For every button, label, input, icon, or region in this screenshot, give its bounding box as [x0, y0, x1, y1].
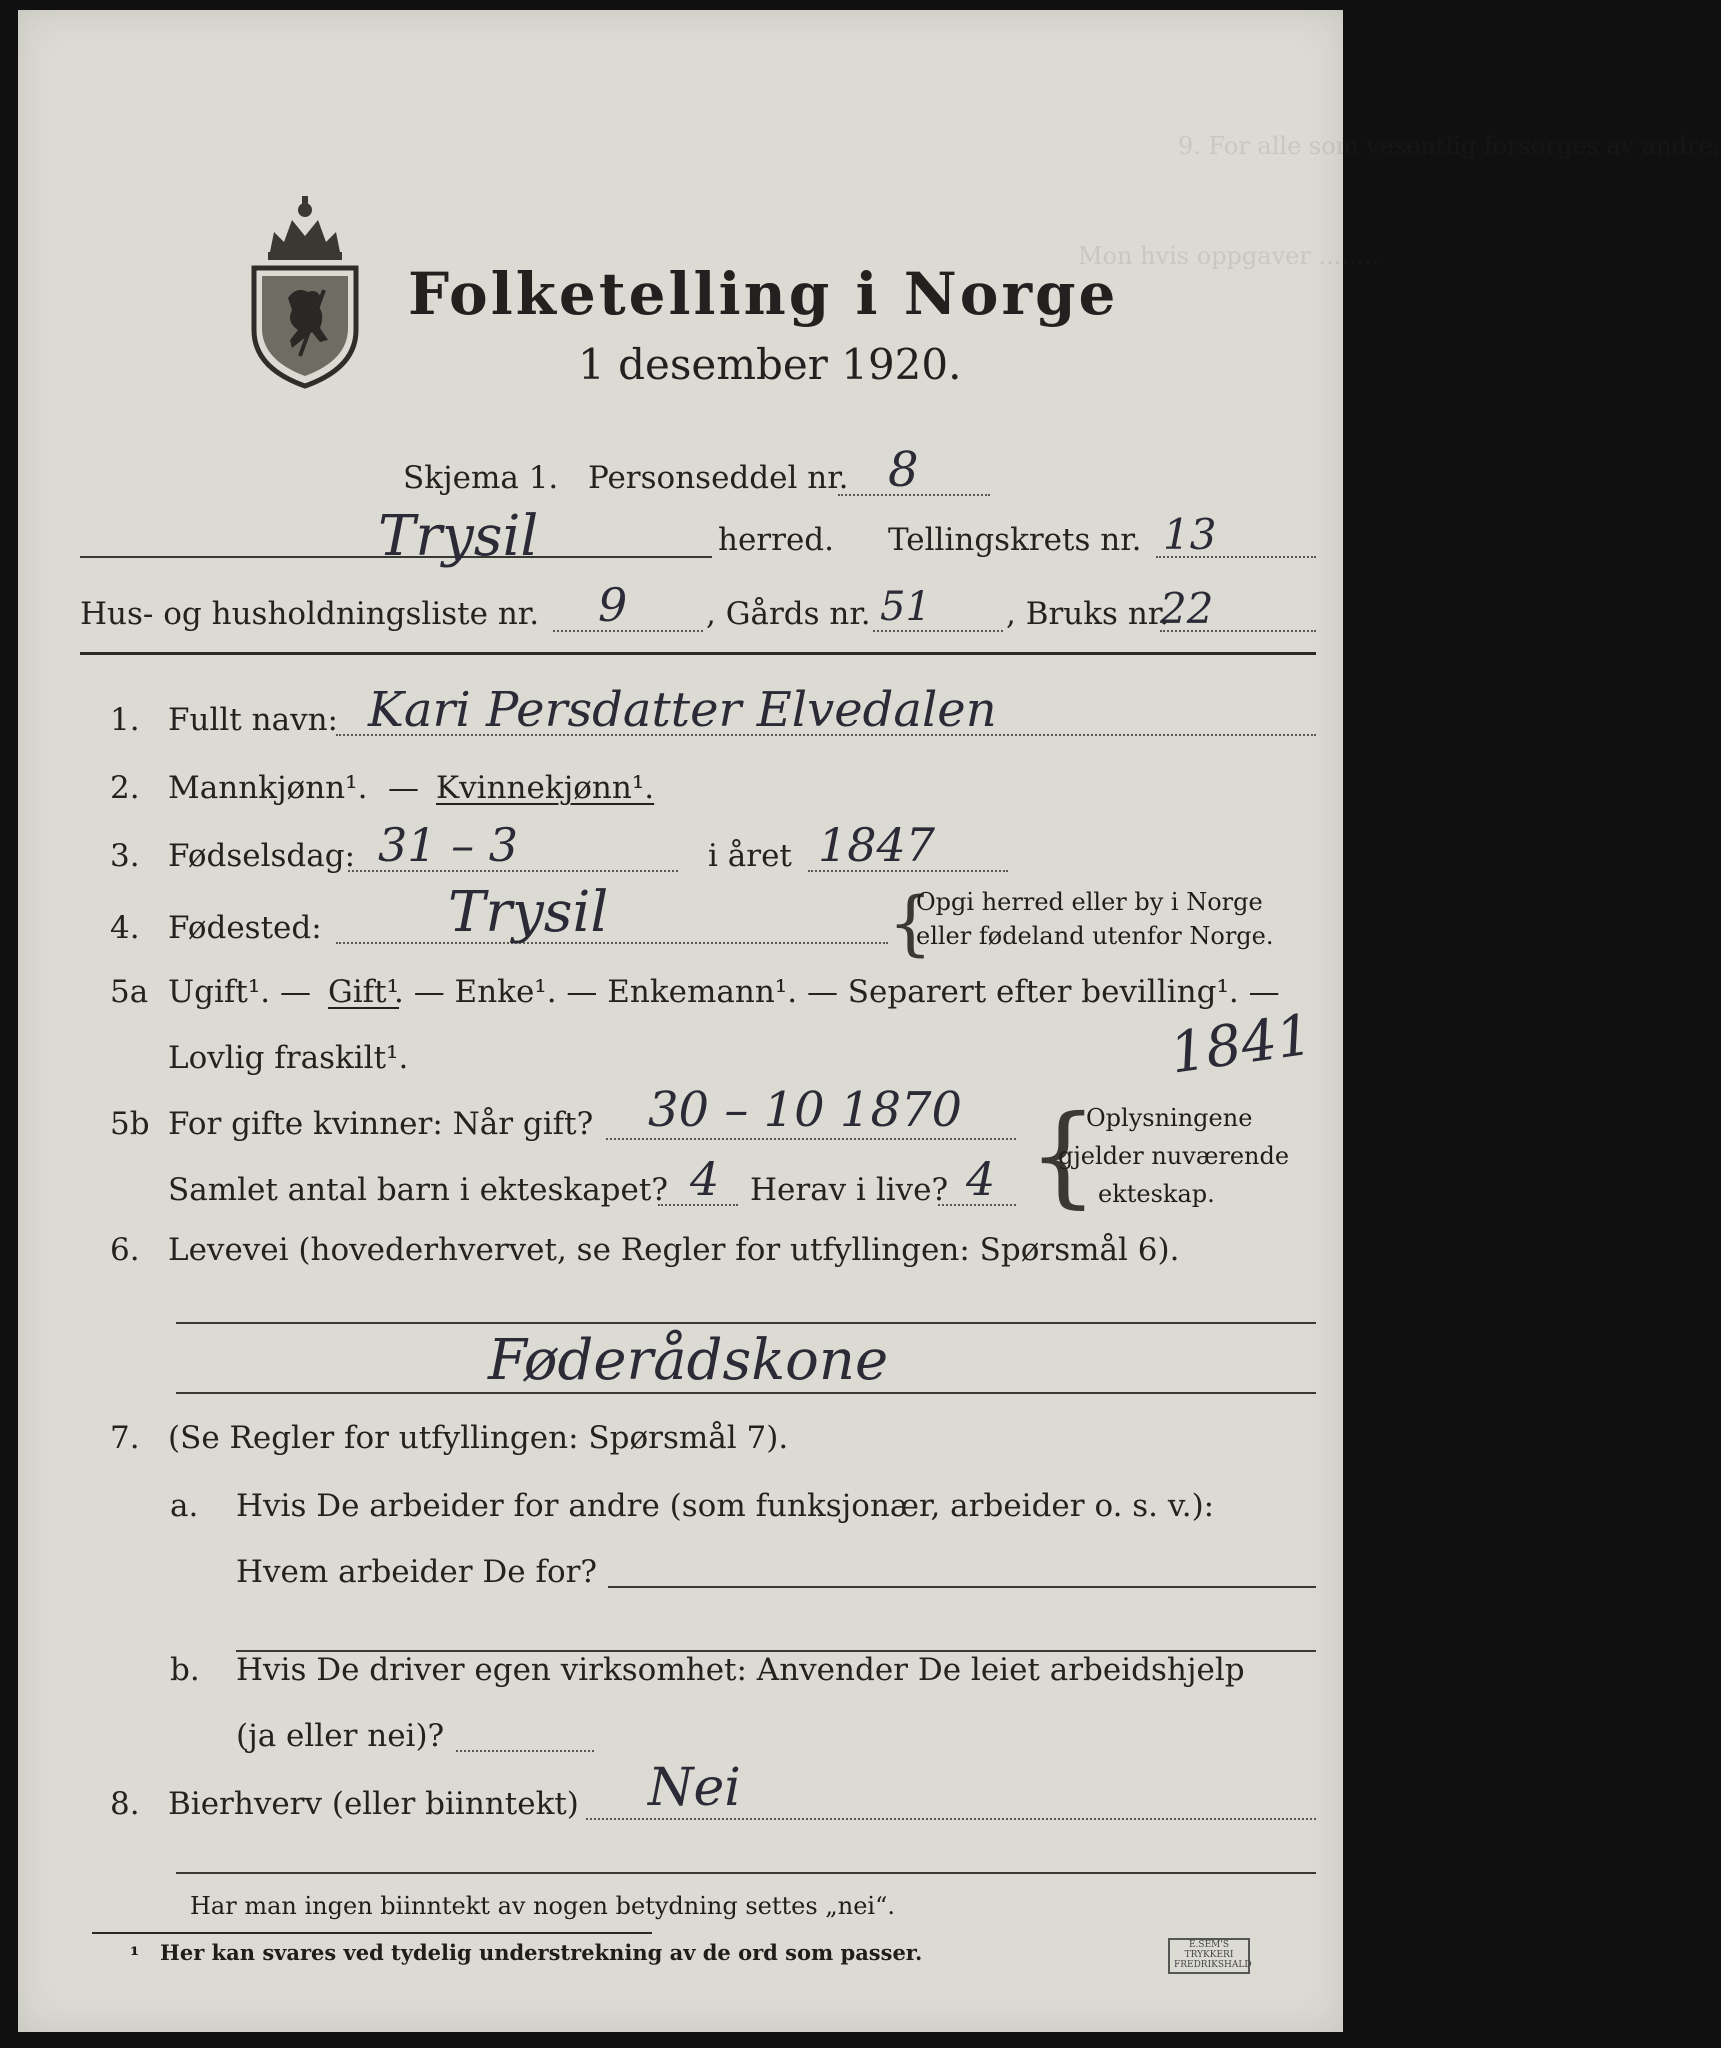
q7a-label: Hvis De arbeider for andre (som funksjonær, arbeider o. s. v.):: [236, 1488, 1215, 1524]
q4-note-2: eller fødeland utenfor Norge.: [916, 922, 1274, 950]
occupation-label: Levevei (hovederhvervet, se Regler for utfyllingen: Spørsmål 6).: [168, 1232, 1180, 1268]
q4-number: 4.: [110, 910, 140, 946]
q2-separator: —: [388, 770, 419, 806]
q6-number: 6.: [110, 1232, 140, 1268]
q8-number: 8.: [110, 1786, 140, 1822]
married-option-underlined[interactable]: [328, 974, 399, 1010]
q1-number: 1.: [110, 702, 140, 738]
gards-label: , Gårds nr.: [706, 596, 871, 632]
married-option-label: Gift¹: [328, 974, 400, 1010]
hired-help-label: (ja eller nei)?: [236, 1718, 445, 1754]
q7b-label: Hvis De driver egen virksomhet: Anvender De leiet arbeidshjelp: [236, 1652, 1245, 1688]
q4-note-1: Opgi herred eller by i Norge: [916, 888, 1263, 916]
side-income-line: [586, 1818, 1316, 1820]
q3-number: 3.: [110, 838, 140, 874]
q5b-number: 5b: [110, 1106, 150, 1142]
herred-label: herred.: [718, 522, 834, 558]
q2-number: 2.: [110, 770, 140, 806]
q7b-letter: b.: [170, 1652, 200, 1688]
header-divider: [80, 652, 1316, 655]
unmarried-option[interactable]: Ugift¹. —: [168, 974, 311, 1010]
q4-brace: {: [888, 882, 933, 964]
side-income-value[interactable]: Nei: [648, 1758, 741, 1818]
census-form-page: [18, 10, 1721, 2032]
footnote-text: Her kan svares ved tydelig understrekning av de ord som passer.: [160, 1940, 923, 1965]
side-income-note: Har man ingen biinntekt av nogen betydning settes „nei“.: [190, 1892, 895, 1920]
q1-label: Fullt navn:: [168, 702, 338, 738]
side-income-label: Bierhverv (eller biinntekt): [168, 1786, 579, 1822]
gards-value[interactable]: 51: [880, 584, 931, 630]
occupation-line-1: [176, 1322, 1316, 1324]
marriage-date-line: [606, 1138, 1016, 1140]
employer-line[interactable]: [608, 1586, 1316, 1588]
birth-year-value[interactable]: 1847: [818, 818, 936, 872]
q5b-note-3: ekteskap.: [1098, 1180, 1215, 1208]
marriage-date-label: For gifte kvinner: Når gift?: [168, 1106, 594, 1142]
birthplace-value[interactable]: Trysil: [448, 880, 609, 945]
q7a-letter: a.: [170, 1488, 199, 1524]
norway-coat-of-arms-icon: [240, 190, 370, 390]
q7-label: (Se Regler for utfyllingen: Spørsmål 7).: [168, 1420, 789, 1456]
occupation-value[interactable]: Føderådskone: [488, 1328, 889, 1393]
female-option-underlined[interactable]: [436, 770, 654, 806]
footnote-divider: [92, 1932, 652, 1934]
gards-line: [873, 630, 1003, 632]
herred-value[interactable]: Trysil: [378, 504, 539, 569]
bruks-label: , Bruks nr.: [1006, 596, 1170, 632]
footnote-mark: ¹: [130, 1942, 140, 1967]
printer-stamp: E.SEM'S TRYKKERI FREDRIKSHALD: [1168, 1938, 1250, 1974]
male-option[interactable]: Mannkjønn¹.: [168, 770, 368, 806]
divorced-option[interactable]: Lovlig fraskilt¹.: [168, 1040, 409, 1076]
form-title: Folketelling i Norge: [408, 260, 1119, 328]
personseddel-label: Personseddel nr.: [588, 460, 849, 496]
personseddel-value[interactable]: 8: [888, 442, 919, 498]
bleed-through-text: 9. For alle som vesentlig forsørges av andre:: [1178, 132, 1721, 160]
birth-year-label: i året: [708, 838, 792, 874]
q5b-note-2: gjelder nuværende: [1058, 1142, 1290, 1170]
census-date: 1 desember 1920.: [578, 340, 962, 389]
birthdate-value[interactable]: 31 – 3: [378, 818, 519, 872]
children-alive-value[interactable]: 4: [966, 1152, 996, 1206]
q7-number: 7.: [110, 1420, 140, 1456]
hus-line: [553, 630, 703, 632]
marital-other-options[interactable]: . — Enke¹. — Enkemann¹. — Separert efter bevilling¹. —: [394, 974, 1280, 1010]
full-name-value[interactable]: Kari Persdatter Elvedalen: [368, 682, 997, 738]
female-option-label: Kvinnekjønn¹.: [436, 770, 655, 806]
hus-label: Hus- og husholdningsliste nr.: [80, 596, 540, 632]
birthdate-label: Fødselsdag:: [168, 838, 356, 874]
q5b-brace: {: [1028, 1091, 1098, 1219]
skjema-label: Skjema 1.: [403, 460, 559, 496]
bleed-through-text: Mon hvis oppgaver ........: [1078, 242, 1380, 270]
children-count-label: Samlet antal barn i ekteskapet?: [168, 1172, 668, 1208]
tellingskrets-label: Tellingskrets nr.: [888, 522, 1142, 558]
employer-label: Hvem arbeider De for?: [236, 1554, 598, 1590]
hired-help-line[interactable]: [456, 1750, 594, 1752]
bruks-value[interactable]: 22: [1160, 584, 1214, 633]
q5b-note-1: Oplysningene: [1086, 1104, 1253, 1132]
children-alive-label: Herav i live?: [750, 1172, 949, 1208]
hus-value[interactable]: 9: [598, 578, 628, 632]
tellingskrets-value[interactable]: 13: [1163, 510, 1217, 559]
birthplace-label: Fødested:: [168, 910, 322, 946]
margin-note: 1841: [1166, 1002, 1317, 1087]
q5a-number: 5a: [110, 974, 149, 1010]
marriage-date-value[interactable]: 30 – 10 1870: [648, 1082, 963, 1138]
children-count-value[interactable]: 4: [690, 1152, 720, 1206]
birthplace-line: [336, 942, 888, 944]
side-income-line-2[interactable]: [176, 1872, 1316, 1874]
